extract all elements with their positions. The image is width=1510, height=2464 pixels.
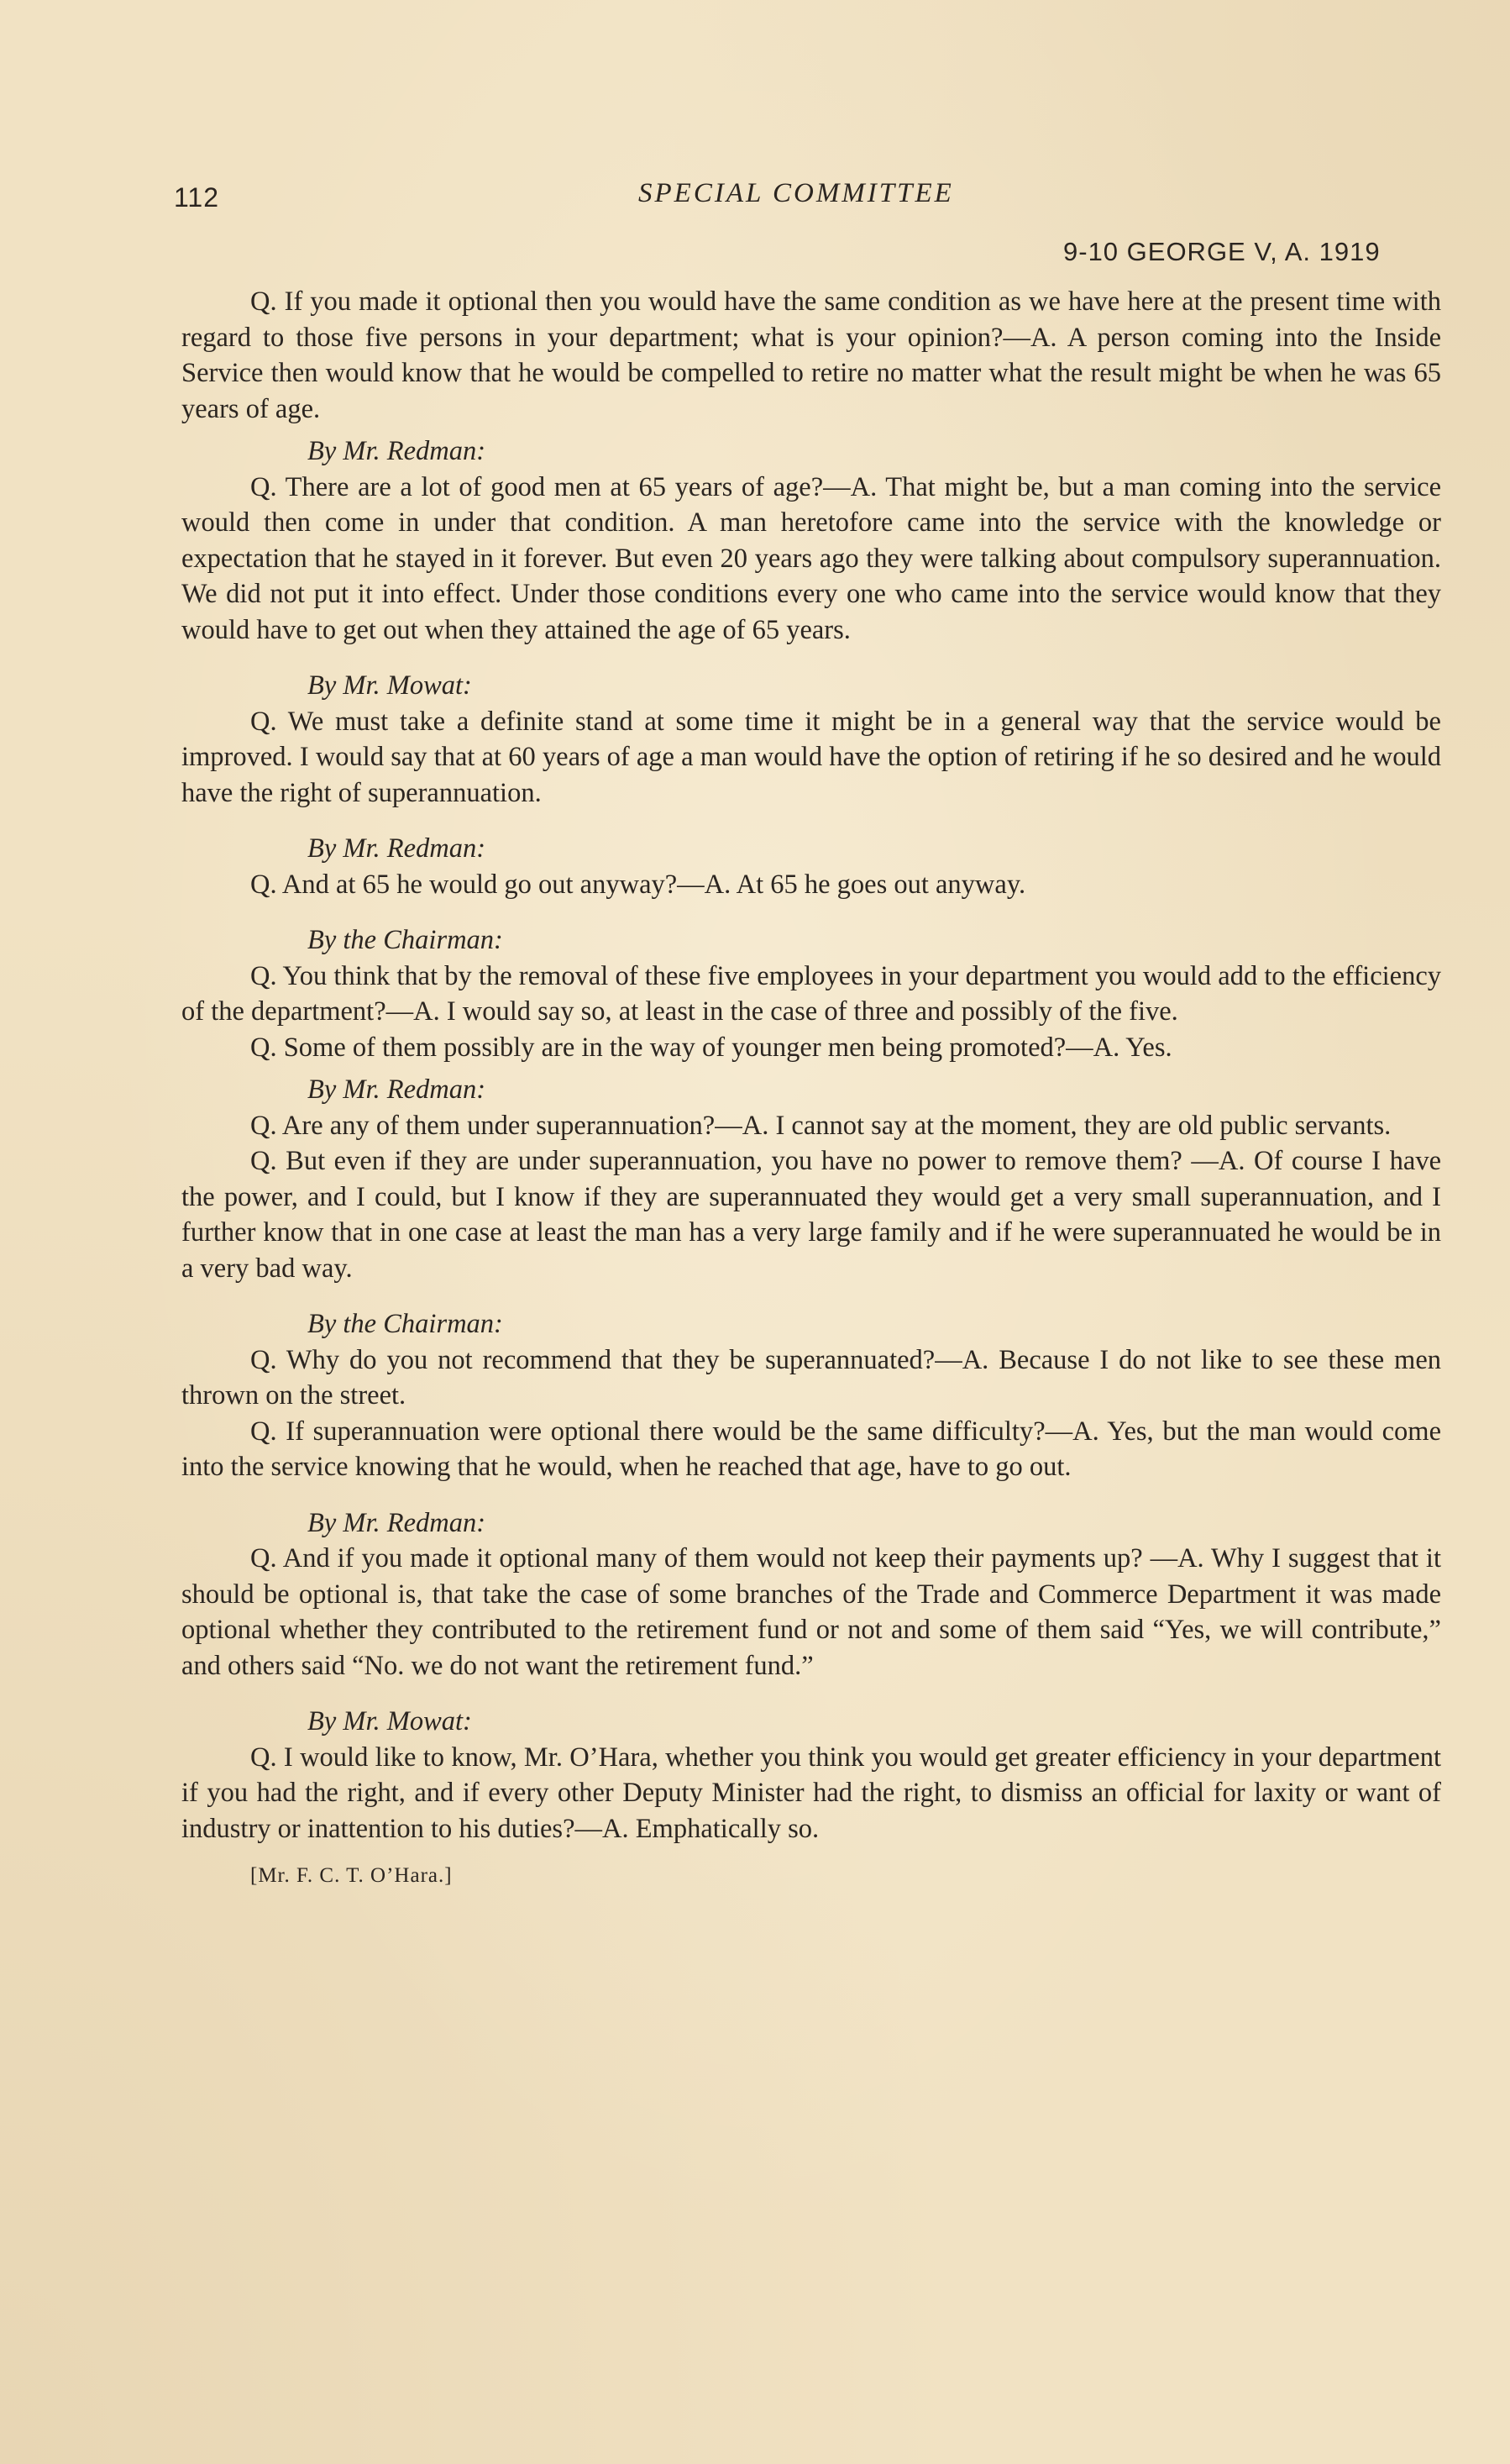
paragraph: Q. Some of them possibly are in the way of younger men being promoted?—A. Yes.	[250, 1032, 1172, 1063]
speaker-heading: By Mr. Redman:	[307, 833, 486, 864]
speaker-heading: By the Chairman:	[307, 925, 503, 955]
body-text	[181, 284, 1441, 1894]
paragraph: Q. If you made it optional then you would have the same condition as we have here at the present time with regard to those five persons in your department; what is your opinion?—A. A person coming into the Inside Service then would know that he would be compelled to retire no matter what the result might be when he was 65 years of age.	[181, 286, 1441, 424]
speaker-heading: By Mr. Mowat:	[307, 1706, 472, 1736]
speaker-heading: By Mr. Mowat:	[307, 670, 472, 701]
paragraph: Q. If superannuation were optional there would be the same difficulty?—A. Yes, but the man would come into the service knowing that he would, when he reached that age, have to go out.	[181, 1416, 1441, 1482]
paragraph: Q. I would like to know, Mr. O’Hara, whether you think you would get greater efficiency in your department if you had the right, and if every other Deputy Minister had the right, to dismiss an official for laxity or want of industry or inattention to his duties?—A. Emphatically so.	[181, 1742, 1441, 1844]
paragraph: Q. And at 65 he would go out anyway?—A. At 65 he goes out anyway.	[250, 869, 1026, 900]
session-header: 9-10 GEORGE V, A. 1919	[1063, 237, 1381, 266]
speaker-heading: By the Chairman:	[307, 1309, 503, 1339]
paragraph: Q. You think that by the removal of these five employees in your department you would add to the efficiency of the department?—A. I would say so, at least in the case of three and possibly of the five.	[181, 960, 1441, 1027]
speaker-heading: By Mr. Redman:	[307, 436, 486, 466]
speaker-signature: [Mr. F. C. T. O’Hara.]	[250, 1864, 453, 1887]
paragraph: Q. There are a lot of good men at 65 years of age?—A. That might be, but a man coming into the service would then come in under that condition. A man heretofore came into the service with the knowledge or expectation that he stayed in it forever. But even 20 years ago they were talking about compulsory superannuation. We did not put it into effect. Under those conditions every one who came into the service would know that they would have to get out when they attained the age of 65 years.	[181, 471, 1441, 645]
running-head: SPECIAL COMMITTEE	[638, 178, 954, 208]
paragraph: Q. And if you made it optional many of them would not keep their payments up? —A. Why I suggest that it should be optional is, that take the case of some branches of the Trade and Commerce Department it was made optional whether they contributed to the retirement fund or not and some of them said “Yes, we will contribute,” and others said “No. we do not want the retirement fund.”	[181, 1543, 1441, 1681]
page-number: 112	[174, 182, 220, 213]
paragraph: Q. Are any of them under superannuation?—A. I cannot say at the moment, they are old public servants.	[250, 1110, 1392, 1141]
speaker-heading: By Mr. Redman:	[307, 1074, 486, 1105]
paragraph: Q. But even if they are under superannuation, you have no power to remove them? —A. Of course I have the power, and I could, but I know if they are superannuated they would get a very small superannuation, and I further know that in one case at least the man has a very large family and if he were superannuated he would be in a very bad way.	[181, 1146, 1441, 1284]
paragraph: Q. We must take a definite stand at some time it might be in a general way that the service would be improved. I would say that at 60 years of age a man would have the option of retiring if he so desired and he would have the right of superannuation.	[181, 706, 1441, 808]
paragraph: Q. Why do you not recommend that they be superannuated?—A. Because I do not like to see these men thrown on the street.	[181, 1344, 1441, 1411]
speaker-heading: By Mr. Redman:	[307, 1507, 486, 1538]
